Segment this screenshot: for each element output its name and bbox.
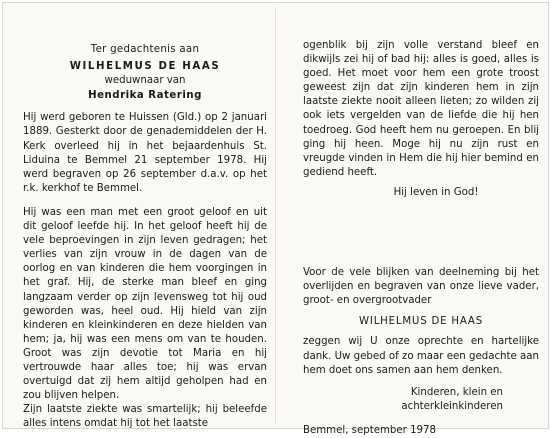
deceased-name: WILHELMUS DE HAAS: [69, 61, 221, 73]
faith-continued-paragraph: ogenblik bij zijn volle verstand bleef en dikwijls zei hij of bad hij: alles is goed, alles is goed. Het moet voor hem een grote troost geweest zijn dat zijn kinderen hem in zijn laatste ziekte nooit alleen lieten; zo wilden zij ook iets vergelden van de liefde die hij hen toedroeg. God heeft hem nu geroepen. En blij ging hij heen. Moge hij nu zijn rust en vreugde vinden in Hem die hij hier bemind en gediend heeft.: [303, 40, 539, 178]
biography-paragraph: Hij werd geboren te Huissen (Gld.) op 2 januari 1889. Gesterkt door de genademiddelen der H. Kerk overleed hij in het bejaardenhuis St. Liduina te Bemmel 21 september 1978. Hij werd begraven op 26 september d.a.v. op het r.k. kerkhof te Bemmel.: [23, 112, 267, 194]
thanks-paragraph: zeggen wij U onze oprechte en hartelijke dank. Uw gebed of zo maar een gedachte aan hem doet ons samen aan hem denken.: [303, 336, 539, 376]
memorial-card: [2, 2, 549, 436]
right-page: [303, 3, 539, 438]
thanks-deceased-name: WILHELMUS DE HAAS: [359, 316, 483, 328]
left-page: [23, 3, 267, 431]
place-date: Bemmel, september 1978: [303, 424, 436, 436]
motto: Hij leven in God!: [393, 186, 479, 198]
memorial-intro: Ter gedachtenis aan: [90, 44, 200, 55]
family-signature: [303, 386, 539, 414]
family-line-2: achterkleinkinderen: [401, 400, 503, 412]
widower-of-label: weduwnaar van: [104, 75, 186, 87]
spouse-name: Hendrika Ratering: [88, 90, 202, 102]
thanks-intro-paragraph: Voor de vele blijken van deelneming bij het overlijden en begraven van onze lieve vader, groot- en overgrootvader: [303, 267, 539, 307]
last-illness-paragraph: Zijn laatste ziekte was smartelijk; hij beleefde alles intens omdat hij tot het laatste: [23, 404, 267, 430]
fold-line: [275, 7, 276, 424]
family-line-1: Kinderen, klein en: [410, 386, 503, 398]
character-paragraph: Hij was een man met een groot geloof en uit dit geloof leefde hij. In het geloof heeft hij de vele beproevingen in zijn leven gedragen; het verlies van zijn vrouw in de dagen van de oorlog en van kinderen die hem voorgingen in het graf. Hij, de sterke man bleef en ging langzaam verder op zijn levensweg tot hij oud geworden was, heel oud. Hij hield van zijn kinderen en kleinkinderen en deze hielden van hem; ja, hij was een mens om van te houden. Groot was zijn devotie tot Maria en hij vertrouwde haar alles toe; hij was ervan overtuigd dat zij hem altijd geholpen had en zou blijven helpen.: [23, 206, 267, 402]
